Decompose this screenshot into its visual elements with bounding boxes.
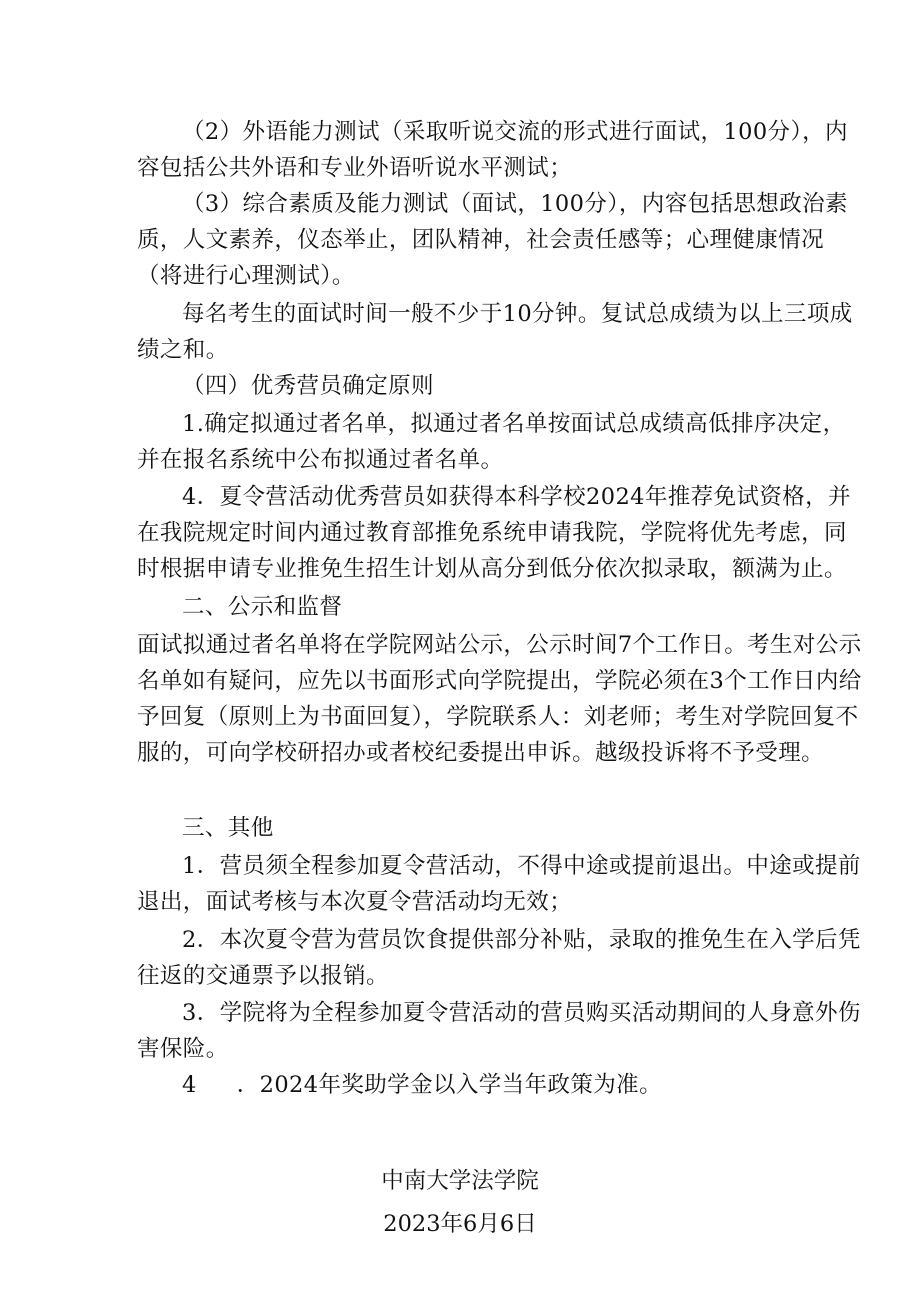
- list-item-text: ．2024年奖助学金以入学当年政策为准。: [236, 1072, 662, 1098]
- paragraph-foreign-language-test: （2）外语能力测试（采取听说交流的形式进行面试，100分），内容包括公共外语和专业外语听说水平测试；: [137, 119, 848, 181]
- list-item-subsidy: 2．本次夏令营为营员饮食提供部分补贴，录取的推免生在入学后凭往返的交通票予以报销。: [137, 927, 861, 989]
- list-item-scholarship: [137, 1067, 863, 1103]
- section-heading-excellent-campers: （四）优秀营员确定原则: [182, 373, 434, 399]
- paragraph-interview-time: 每名考生的面试时间一般不少于10分钟。复试总成绩为以上三项成绩之和。: [137, 301, 853, 363]
- section-heading-publicity: 二、公示和监督: [182, 594, 343, 620]
- paragraph-comprehensive-test: （3）综合素质及能力测试（面试，100分），内容包括思想政治素质，人文素养，仪态举止，团队精神，社会责任感等；心理健康情况（将进行心理测试）。: [137, 191, 848, 289]
- signature-organization: 中南大学法学院: [381, 1168, 539, 1194]
- paragraph-publicity-details: 面试拟通过者名单将在学院网站公示，公示时间7个工作日。考生对公示名单如有疑问，应先以书面形式向学院提出，学院必须在3个工作日内给予回复（原则上为书面回复），学院联系人：刘老师；考生对学院回复不服的，可向学校研招办或者校纪委提出申诉。越级投诉将不予受理。: [137, 632, 862, 766]
- list-item-attendance: 1．营员须全程参加夏令营活动，不得中途或提前退出。中途或提前退出，面试考核与本次夏令营活动均无效；: [137, 853, 861, 915]
- list-item-insurance: 3．学院将为全程参加夏令营活动的营员购买活动期间的人身意外伤害保险。: [137, 1000, 861, 1062]
- paragraph-candidate-list: 1.确定拟通过者名单，拟通过者名单按面试总成绩高低排序决定，并在报名系统中公布拟通过者名单。: [137, 411, 846, 473]
- list-item-number: 4: [182, 1072, 197, 1098]
- section-heading-other: 三、其他: [182, 815, 274, 841]
- paragraph-recommendation: 4．夏令营活动优秀营员如获得本科学校2024年推荐免试资格，并在我院规定时间内通过教育部推免系统申请我院，学院将优先考虑，同时根据申请专业推免生招生计划从高分到低分依次拟录取，额满为止。: [137, 484, 851, 582]
- signature-date: 2023年6月6日: [383, 1211, 537, 1237]
